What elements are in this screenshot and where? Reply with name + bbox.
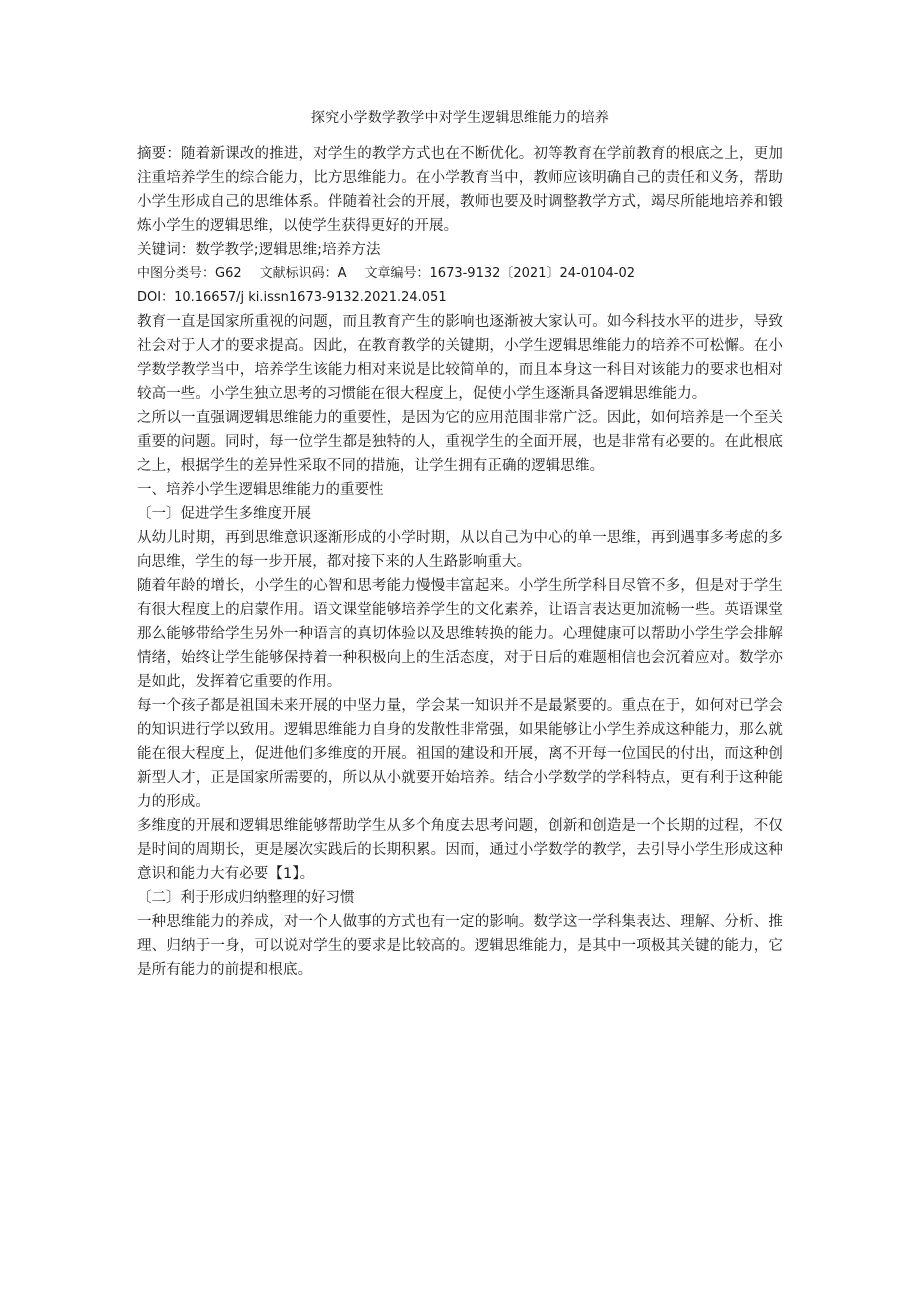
abstract: 摘要：随着新课改的推进，对学生的教学方式也在不断优化。初等教育在学前教育的根底之上，更加注重培养学生的综合能力，比方思维能力。在小学教育当中，教师应该明确自己的责任和义务，帮助小学生形成自己的思维体系。伴随着社会的开展，教师也要及时调整教学方式，竭尽所能地培养和锻炼小学生的逻辑思维，以使学生获得更好的开展。 [137, 146, 783, 234]
article-number: 文章编号：1673-9132〔2021〕24-0104-02 [364, 266, 636, 281]
body-paragraph: 一种思维能力的养成，对一个人做事的方式也有一定的影响。数学这一学科集表达、理解、分析、推理、归纳于一身，可以说对学生的要求是比较高的。逻辑思维能力，是其中一项极其关键的能力，它是所有能力的前提和根底。 [137, 914, 783, 978]
keywords: 关键词：数学教学;逻辑思维;培养方法 [137, 242, 381, 258]
document-code: 文献标识码：A [259, 266, 347, 281]
subsection-heading: 〔一〕促进学生多维度开展 [137, 506, 311, 522]
document-page [137, 108, 783, 982]
subsection-heading: 〔二〕利于形成归纳整理的好习惯 [137, 890, 355, 906]
classification-line [137, 262, 783, 286]
body-paragraph: 从幼儿时期，再到思维意识逐渐形成的小学时期，从以自己为中心的单一思维，再到遇事多考虑的多向思维，学生的每一步开展，都对接下来的人生路影响重大。 [137, 530, 783, 570]
section-heading: 一、培养小学生逻辑思维能力的重要性 [137, 482, 384, 498]
doi: DOI：10.16657/j ki.issn1673-9132.2021.24.051 [137, 290, 447, 305]
intro-paragraph: 之所以一直强调逻辑思维能力的重要性，是因为它的应用范围非常广泛。因此，如何培养是一个至关重要的问题。同时，每一位学生都是独特的人，重视学生的全面开展，也是非常有必要的。在此根底之上，根据学生的差异性采取不同的措施，让学生拥有正确的逻辑思维。 [137, 410, 783, 474]
clc-number: 中图分类号：G62 [137, 266, 242, 281]
intro-paragraph: 教育一直是国家所重视的问题，而且教育产生的影响也逐渐被大家认可。如今科技水平的进步，导致社会对于人才的要求提高。因此，在教育教学的关键期，小学生逻辑思维能力的培养不可松懈。在小学数学教学当中，培养学生该能力相对来说是比较简单的，而且本身这一科目对该能力的要求也相对较高一些。小学生独立思考的习惯能在很大程度上，促使小学生逐渐具备逻辑思维能力。 [137, 314, 783, 402]
body-paragraph: 多维度的开展和逻辑思维能够帮助学生从多个角度去思考问题，创新和创造是一个长期的过程，不仅是时间的周期长，更是屡次实践后的长期积累。因而，通过小学数学的教学，去引导小学生形成这种意识和能力大有必要【1】。 [137, 818, 783, 882]
article-title: 探究小学数学教学中对学生逻辑思维能力的培养 [310, 110, 610, 126]
body-paragraph: 每一个孩子都是祖国未来开展的中坚力量，学会某一知识并不是最紧要的。重点在于，如何对已学会的知识进行学以致用。逻辑思维能力自身的发散性非常强，如果能够让小学生养成这种能力，那么就能在很大程度上，促进他们多维度的开展。祖国的建设和开展，离不开每一位国民的付出，而这种创新型人才，正是国家所需要的，所以从小就要开始培养。结合小学数学的学科特点，更有利于这种能力的形成。 [137, 698, 783, 810]
body-paragraph: 随着年龄的增长，小学生的心智和思考能力慢慢丰富起来。小学生所学科目尽管不多，但是对于学生有很大程度上的启蒙作用。语文课堂能够培养学生的文化素养，让语言表达更加流畅一些。英语课堂那么能够带给学生另外一种语言的真切体验以及思维转换的能力。心理健康可以帮助小学生学会排解情绪，始终让学生能够保持着一种积极向上的生活态度，对于日后的难题相信也会沉着应对。数学亦是如此，发挥着它重要的作用。 [137, 578, 783, 690]
